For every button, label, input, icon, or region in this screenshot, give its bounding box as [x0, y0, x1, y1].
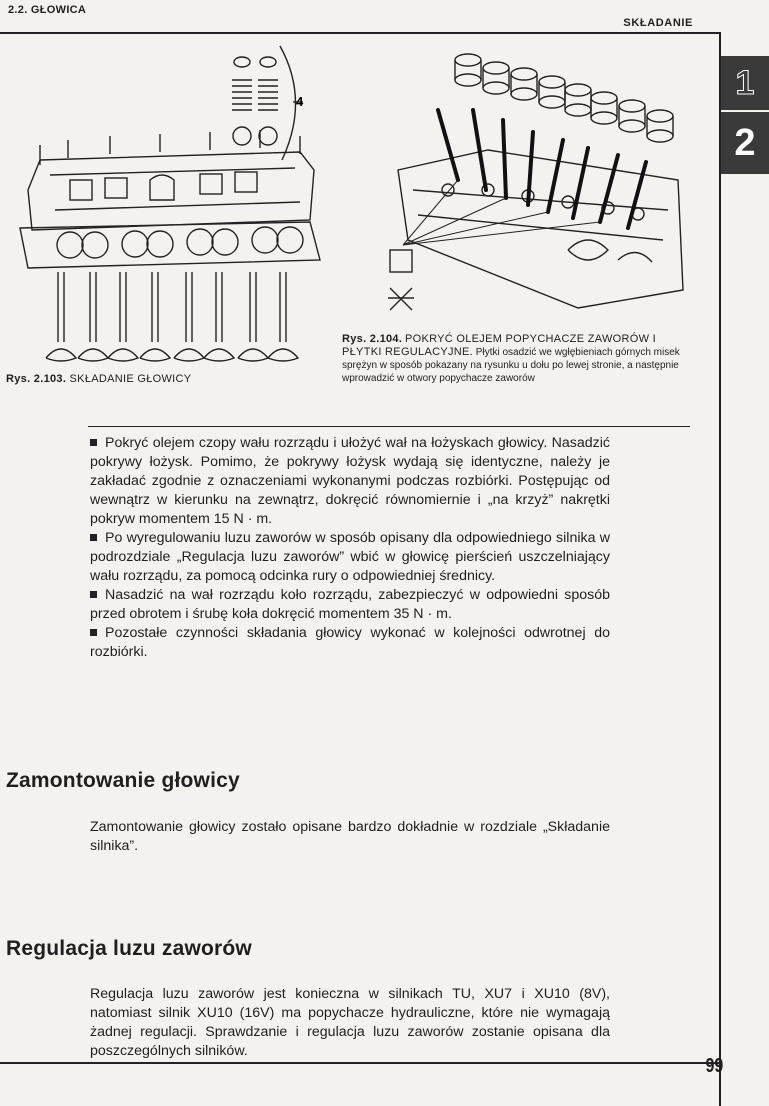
- section-header: 2.2. GŁOWICA: [8, 4, 87, 16]
- paragraph: Pokryć olejem czopy wału rozrządu i ułożyć wał na łożyskach głowicy. Nasadzić pokrywy łożysk. Pomimo, że pokrywy łożysk wydają się identyczne, należy je zakładać zgodnie z oznaczeniami wykonanymi podczas rozbiórki. Postępując od wewnątrz w kierunku na zewnątrz, dokręcić równomiernie i „na krzyż” nakrętki pokryw momentem 15 N · m.: [90, 435, 610, 527]
- bullet-icon: [90, 439, 97, 446]
- bullet-icon: [90, 534, 97, 541]
- figure-103-caption: [6, 373, 191, 385]
- figure-103-label: Rys. 2.103.: [6, 373, 67, 385]
- figure-callout: 4: [296, 94, 304, 109]
- section-text-valves: Regulacja luzu zaworów jest konieczna w silnikach TU, XU7 i XU10 (8V), natomiast silnik XU10 (16V) ma popychacze hydrauliczne, które nie wymagają żadnej regulacji. Sprawdzanie i regulacja luzu zaworów zostanie opisana dla poszczególnych silników.: [90, 986, 610, 1059]
- chapter-tab-2: 2: [721, 112, 769, 174]
- figure-104-caption: [342, 333, 682, 385]
- section-heading-valves: Regulacja luzu zaworów: [6, 937, 252, 960]
- figure-104-label: Rys. 2.104.: [342, 333, 403, 345]
- bullet-icon: [90, 629, 97, 636]
- assembly-steps: [90, 434, 610, 662]
- paragraph: Po wyregulowaniu luzu zaworów w sposób opisany dla odpowiedniego silnika w podrozdziale „Regulacja luzu zaworów” wbić w głowicę pierścień uszczelniający wału rozrządu, za pomocą odcinka rury o odpowiedniej średnicy.: [90, 530, 610, 584]
- figure-104-title: POKRYĆ OLEJEM POPYCHACZE ZAWORÓW I PŁYTKI REGULACYJNE.: [342, 333, 656, 358]
- topic-header: SKŁADANIE: [623, 17, 693, 29]
- header-rule: [0, 32, 720, 34]
- figure-103-title: SKŁADANIE GŁOWICY: [69, 373, 192, 385]
- paragraph: Pozostałe czynności składania głowicy wykonać w kolejności odwrotnej do rozbiórki.: [90, 625, 610, 660]
- bullet-icon: [90, 591, 97, 598]
- figure-104-text: Płytki osadzić we wgłębieniach górnych misek sprężyn w sposób pokazany na rysunku u dołu po lewej stronie, a następnie wprowadzić w otwory popychacze zaworów: [342, 347, 680, 384]
- figures-divider: [88, 426, 690, 427]
- section-heading-mount: Zamontowanie głowicy: [6, 769, 240, 792]
- figure-tappets: [378, 40, 688, 330]
- page-number: 99: [705, 1055, 723, 1077]
- section-text-mount: Zamontowanie głowicy zostało opisane bardzo dokładnie w rozdziale „Składanie silnika”.: [90, 819, 610, 854]
- footer-rule: [0, 1062, 720, 1064]
- figure-cylinder-head-assembly: [10, 40, 330, 368]
- chapter-tab-1: 1: [721, 56, 769, 110]
- right-margin-rule: [719, 32, 721, 1106]
- paragraph: Nasadzić na wał rozrządu koło rozrządu, zabezpieczyć w odpowiedni sposób przed obrotem i śrubę koła dokręcić momentem 35 N · m.: [90, 587, 610, 622]
